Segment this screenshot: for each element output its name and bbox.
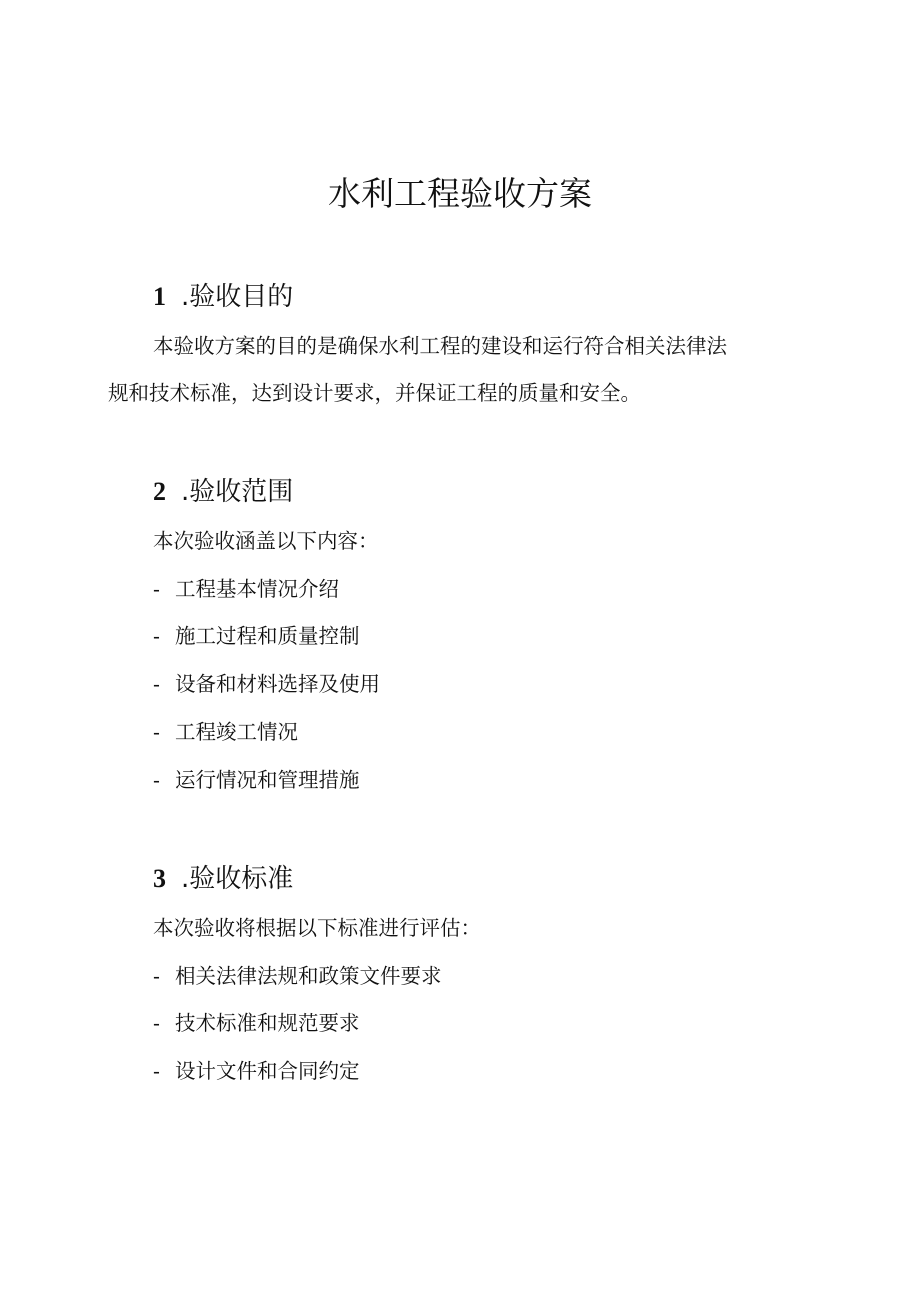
list-marker: - — [153, 768, 160, 792]
list-marker: - — [153, 672, 160, 696]
list-marker: - — [153, 964, 160, 988]
list-item — [153, 1056, 360, 1086]
section-title: .验收标准 — [181, 864, 294, 894]
list-marker: - — [153, 1011, 160, 1035]
list-item-text: 工程基本情况介绍 — [175, 577, 339, 601]
list-item — [153, 765, 360, 795]
list-item — [153, 669, 380, 699]
section-3-heading — [153, 861, 293, 897]
section-3-intro: 本次验收将根据以下标准进行评估： — [153, 916, 481, 940]
list-item — [153, 1008, 360, 1038]
list-marker: - — [153, 720, 160, 744]
list-item-text: 施工过程和质量控制 — [175, 624, 360, 648]
list-item-text: 技术标准和规范要求 — [175, 1011, 360, 1035]
list-marker: - — [153, 624, 160, 648]
section-1-paragraph-line-1: 本验收方案的目的是确保水利工程的建设和运行符合相关法律法 — [153, 334, 727, 358]
list-item — [153, 621, 360, 651]
section-number: 2 — [153, 477, 166, 506]
section-1-heading — [153, 279, 293, 315]
list-item-text: 设计文件和合同约定 — [175, 1059, 360, 1083]
section-1-paragraph-line-2: 规和技术标准，达到设计要求，并保证工程的质量和安全。 — [108, 381, 641, 405]
section-number: 1 — [153, 282, 166, 311]
document-title: 水利工程验收方案 — [328, 174, 592, 213]
list-item-text: 运行情况和管理措施 — [175, 768, 360, 792]
list-item-text: 工程竣工情况 — [175, 720, 298, 744]
section-title: .验收范围 — [181, 477, 294, 507]
section-title: .验收目的 — [181, 282, 294, 312]
section-2-heading — [153, 474, 293, 510]
list-item-text: 相关法律法规和政策文件要求 — [175, 964, 442, 988]
section-2-intro: 本次验收涵盖以下内容： — [153, 529, 379, 553]
list-item — [153, 574, 339, 604]
section-number: 3 — [153, 864, 166, 893]
list-item — [153, 961, 442, 991]
list-marker: - — [153, 1059, 160, 1083]
list-item-text: 设备和材料选择及使用 — [175, 672, 380, 696]
list-marker: - — [153, 577, 160, 601]
list-item — [153, 717, 298, 747]
